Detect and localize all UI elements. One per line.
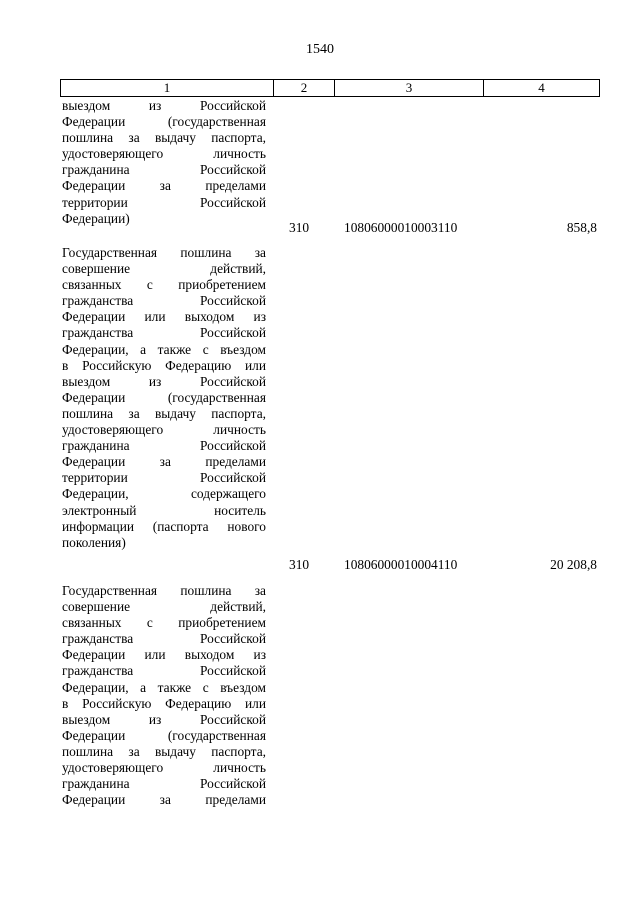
description-line: удостоверяющего личность (62, 146, 266, 162)
description-line: Федерации, а также с въездом (62, 341, 266, 357)
description-line: территории Российской (62, 194, 266, 210)
description-line: Федерации) (62, 210, 130, 226)
row-kbk: 10806000010003110 (344, 220, 458, 235)
description-line: информации (паспорта нового (62, 518, 266, 534)
description-line: гражданства Российской (62, 325, 266, 341)
description-line: Федерации, содержащего (62, 486, 266, 502)
description-line: совершение действий, (62, 261, 266, 277)
description-line: Федерации или выходом из (62, 647, 266, 663)
description-line: в Российскую Федерацию или (62, 695, 266, 711)
row-code: 310 (289, 557, 310, 572)
column-header-1: 1 (61, 80, 274, 97)
page-number: 1540 (306, 42, 334, 57)
description-line: территории Российской (62, 470, 266, 486)
row-description (62, 583, 266, 808)
description-line: выездом из Российской (62, 98, 266, 113)
description-line: пошлина за выдачу паспорта, (62, 743, 266, 759)
column-header-2: 2 (274, 80, 335, 97)
row-amount: 858,8 (566, 220, 597, 235)
description-line: пошлина за выдачу паспорта, (62, 130, 266, 146)
row-amount: 20 208,8 (550, 557, 597, 572)
description-line: Федерации за пределами (62, 792, 266, 808)
description-line: в Российскую Федерацию или (62, 357, 266, 373)
description-line: Федерации или выходом из (62, 309, 266, 325)
row-kbk: 10806000010004110 (344, 557, 458, 572)
description-line: Государственная пошлина за (62, 583, 266, 598)
description-line: гражданина Российской (62, 162, 266, 178)
column-header-row (61, 80, 600, 97)
description-line: выездом из Российской (62, 373, 266, 389)
description-line: пошлина за выдачу паспорта, (62, 405, 266, 421)
description-line: Федерации за пределами (62, 178, 266, 194)
description-line: удостоверяющего личность (62, 760, 266, 776)
description-line: совершение действий, (62, 599, 266, 615)
description-line: Федерации за пределами (62, 454, 266, 470)
description-line: гражданства Российской (62, 293, 266, 309)
description-line: Федерации (государственная (62, 727, 266, 743)
row-description (62, 245, 266, 551)
row-description (62, 98, 266, 227)
description-line: Федерации (государственная (62, 114, 266, 130)
description-line: электронный носитель (62, 502, 266, 518)
column-header-4: 4 (484, 80, 600, 97)
description-line: связанных с приобретением (62, 615, 266, 631)
description-line: гражданина Российской (62, 776, 266, 792)
description-line: гражданства Российской (62, 631, 266, 647)
description-line: Государственная пошлина за (62, 245, 266, 260)
description-line: поколения) (62, 534, 126, 550)
description-line: гражданства Российской (62, 663, 266, 679)
description-line: выездом из Российской (62, 711, 266, 727)
column-header-table (60, 79, 600, 97)
description-line: связанных с приобретением (62, 277, 266, 293)
row-code: 310 (289, 220, 310, 235)
description-line: удостоверяющего личность (62, 422, 266, 438)
description-line: Федерации (государственная (62, 389, 266, 405)
description-line: Федерации, а также с въездом (62, 679, 266, 695)
column-header-3: 3 (335, 80, 484, 97)
description-line: гражданина Российской (62, 438, 266, 454)
